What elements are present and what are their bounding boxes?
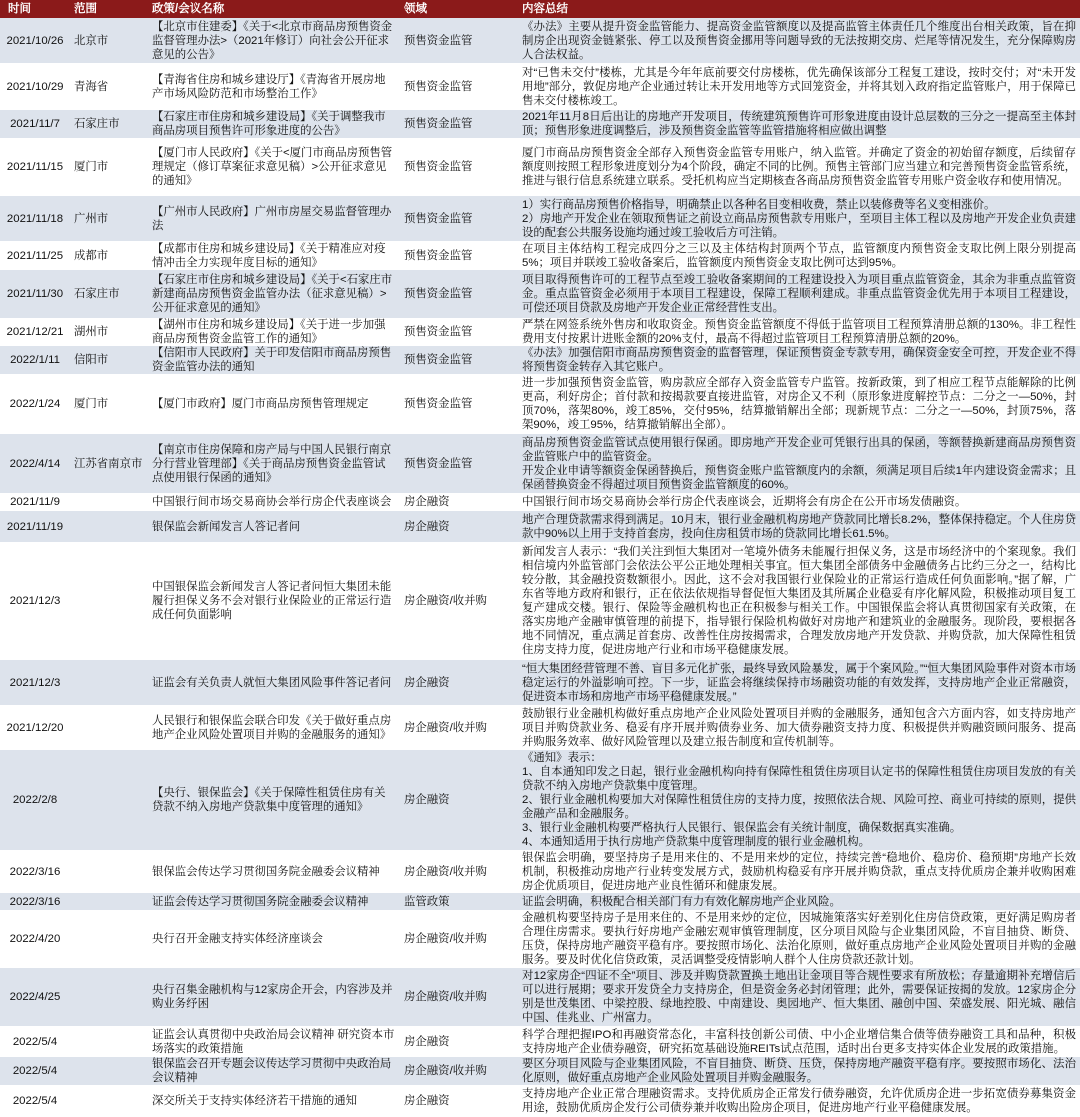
cell-summary xyxy=(518,493,1080,511)
cell-policy-name-text: 银保监会传达学习贯彻国务院金融委会议精神 xyxy=(152,865,380,878)
table-row xyxy=(0,1057,1080,1085)
cell-date xyxy=(0,63,70,110)
cell-summary-text: 项目取得预售许可的工程节点至竣工验收备案期间的工程建设投入为项目重点监管资金，其余为非重点监管资金。重点监管资金必须用于本项目工程建设，保障工程顺利建成。非重点监管资金优先用于本项目工程建设，可偿还项目贷款及房地产开发企业正常经营性支出。 xyxy=(522,274,1076,314)
cell-scope xyxy=(70,110,148,138)
table-row xyxy=(0,705,1080,750)
cell-field xyxy=(400,318,518,346)
cell-field-text: 房企融资/收并购 xyxy=(404,1065,487,1077)
cell-date-text: 2022/3/16 xyxy=(9,895,61,908)
cell-summary-text: 严禁在网签系统外售房和收取资金。预售资金监管额度不得低于监管项目工程预算清册总额的130%。非工程性费用支付按累计进账金额的20%支付，最高不得超过监管项目工程预算清册总额的20%。 xyxy=(522,319,1076,345)
cell-summary-text: 在项目主体结构工程完成四分之三以及主体结构封顶两个节点，监管额度内预售资金支取比例上限分别提高5%；项目并联竣工验收备案后，监管额度内预售资金支取比例可达到95%。 xyxy=(522,242,1076,269)
cell-summary xyxy=(518,196,1080,241)
cell-summary-text: 证监会明确，积极配合相关部门有力有效化解房地产企业风险。 xyxy=(522,895,841,908)
cell-policy-name xyxy=(148,910,400,968)
cell-field-text: 预售资金监管 xyxy=(404,118,473,130)
cell-policy-name-text: 央行召开金融支持实体经济座谈会 xyxy=(152,933,323,945)
header-time: 时间 xyxy=(8,3,31,15)
cell-policy-name-text: 【石家庄市住房和城乡建设局】《关于调整我市商品房项目预售许可形象进度的公告》 xyxy=(152,111,386,137)
cell-policy-name-text: 【厦门市政府】厦门市商品房预售管理规定 xyxy=(152,398,369,410)
cell-date-text: 2021/10/29 xyxy=(6,80,64,93)
cell-summary xyxy=(518,241,1080,270)
cell-policy-name xyxy=(148,1057,400,1085)
cell-date xyxy=(0,968,70,1026)
cell-summary-text: 2021年11月8日后出让的房地产开发项目，传统建筑预售许可形象进度由设计总层数的三分之一提高至主体封顶；预售形象进度调整后，涉及预售资金监管等监管措施将相应做出调整 xyxy=(522,111,1076,137)
cell-date xyxy=(0,374,70,434)
cell-summary xyxy=(518,1026,1080,1057)
table-row xyxy=(0,138,1080,196)
cell-policy-name xyxy=(148,374,400,434)
table-row xyxy=(0,511,1080,542)
cell-policy-name-text: 证监会有关负责人就恒大集团风险事件答记者问 xyxy=(152,676,392,689)
cell-field xyxy=(400,196,518,241)
cell-field-text: 房企融资 xyxy=(404,1095,450,1107)
cell-scope xyxy=(70,270,148,318)
cell-field xyxy=(400,346,518,374)
cell-date xyxy=(0,196,70,241)
cell-policy-name-text: 【成都市住房和城乡建设局】《关于精准应对疫情冲击全力实现年度目标的通知》 xyxy=(152,242,386,269)
table-row xyxy=(0,542,1080,660)
table-row xyxy=(0,910,1080,968)
cell-policy-name-text: 深交所关于支持实体经济若干措施的通知 xyxy=(152,1095,358,1107)
cell-date xyxy=(0,910,70,968)
cell-summary xyxy=(518,1057,1080,1085)
cell-policy-name xyxy=(148,893,400,910)
cell-policy-name-text: 央行召集金融机构与12家房企开会，内容涉及并购业务纾困 xyxy=(152,984,393,1010)
cell-field-text: 房企融资 xyxy=(404,676,450,689)
cell-summary-text: 科学合理把握IPO和再融资常态化，丰富科技创新公司债、中小企业增信集合债等债券融资工具和品种，积极支持房地产企业债券融资，研究拓宽基础设施REITs试点范围，适时出台更多支持实体企业发展的政策措施。 xyxy=(522,1028,1076,1055)
cell-scope xyxy=(70,18,148,63)
table-row xyxy=(0,893,1080,910)
cell-policy-name xyxy=(148,850,400,893)
table-row xyxy=(0,493,1080,511)
table-row xyxy=(0,374,1080,434)
table-row xyxy=(0,1085,1080,1117)
table-body xyxy=(0,18,1080,1117)
cell-policy-name-text: 【信阳市人民政府】关于印发信阳市商品房预售资金监管办法的通知 xyxy=(152,347,392,373)
cell-summary xyxy=(518,705,1080,750)
cell-field-text: 房企融资/收并购 xyxy=(404,865,487,878)
cell-date xyxy=(0,850,70,893)
cell-summary-text: 商品房预售资金监管试点使用银行保函。即房地产开发企业可凭银行出具的保函，等额替换新建商品房预售资金监管账户中的监管资金。 开发企业申请等额资金保函替换后，预售资金账户监管额度内的余额，须满足项目后续1年内建设资金需求；且保函替换资金不得超过项目预售资金监管额度的60%。 xyxy=(522,436,1076,491)
cell-field-text: 预售资金监管 xyxy=(404,288,473,300)
cell-field xyxy=(400,893,518,910)
cell-field-text: 房企融资 xyxy=(404,496,450,508)
cell-date-text: 2021/11/7 xyxy=(10,118,60,130)
cell-date xyxy=(0,270,70,318)
cell-date xyxy=(0,318,70,346)
cell-summary-text: 鼓励银行业金融机构做好重点房地产企业风险处置项目并购的金融服务，通知包含六方面内容，如支持房地产项目并购贷款业务、稳妥有序开展并购债券业务、加大债券融资支持力度、积极提供并购融资顾问服务、提高并购服务效率、做好风险管理以及建立报告制度和宣传机制等。 xyxy=(522,707,1076,748)
cell-scope-text: 成都市 xyxy=(74,249,109,262)
cell-policy-name-text: 人民银行和银保监会联合印发《关于做好重点房地产企业风险处置项目并购的金融服务的通知》 xyxy=(152,714,392,741)
cell-policy-name-text: 【石家庄市住房和城乡建设局】《关于<石家庄市新建商品房预售资金监管办法（征求意见稿）>公开征求意见的通知》 xyxy=(152,274,393,314)
cell-date xyxy=(0,18,70,63)
cell-policy-name xyxy=(148,138,400,196)
cell-policy-name-text: 中国银保监会新闻发言人答记者问恒大集团未能履行担保义务不会对银行业保险业的正常运行造成任何负面影响 xyxy=(152,581,392,621)
cell-field xyxy=(400,110,518,138)
cell-field-text: 预售资金监管 xyxy=(404,326,473,338)
cell-scope xyxy=(70,138,148,196)
cell-field xyxy=(400,910,518,968)
cell-summary xyxy=(518,1085,1080,1117)
cell-date xyxy=(0,493,70,511)
table-header xyxy=(0,0,1080,18)
cell-field xyxy=(400,434,518,493)
cell-date xyxy=(0,241,70,270)
cell-summary xyxy=(518,511,1080,542)
cell-field xyxy=(400,374,518,434)
cell-scope-text: 北京市 xyxy=(74,34,109,47)
cell-summary-text: 支持房地产企业正常合理融资需求。支持优质房企正常发行债券融资，允许优质房企进一步拓宽债券募集资金用途，鼓励优质房企发行公司债券兼并收购出险房企项目，促进房地产行业平稳健康发展。 xyxy=(522,1088,1076,1114)
table-row xyxy=(0,270,1080,318)
cell-summary xyxy=(518,374,1080,434)
cell-field-text: 预售资金监管 xyxy=(404,457,473,470)
cell-date-text: 2022/2/8 xyxy=(12,794,58,806)
cell-scope xyxy=(70,910,148,968)
cell-policy-name xyxy=(148,1026,400,1057)
cell-scope xyxy=(70,493,148,511)
cell-field xyxy=(400,1026,518,1057)
cell-policy-name xyxy=(148,434,400,493)
cell-policy-name xyxy=(148,63,400,110)
cell-summary xyxy=(518,346,1080,374)
cell-date xyxy=(0,542,70,660)
cell-scope-text: 石家庄市 xyxy=(74,118,120,130)
cell-policy-name xyxy=(148,110,400,138)
cell-summary xyxy=(518,542,1080,660)
cell-date xyxy=(0,660,70,705)
table-row xyxy=(0,850,1080,893)
cell-policy-name-text: 【南京市住房保障和房产局与中国人民银行南京分行营业管理部】《关于商品房预售资金监管试点使用银行保函的通知》 xyxy=(152,443,392,484)
cell-date xyxy=(0,434,70,493)
cell-date-text: 2021/11/19 xyxy=(6,520,64,533)
cell-policy-name-text: 【青海省住房和城乡建设厅】《青海省开展房地产市场风险防范和市场整治工作》 xyxy=(152,73,386,100)
cell-policy-name-text: 【广州市人民政府】广州市房屋交易监督管理办法 xyxy=(152,205,392,232)
cell-summary-text: 银保监会明确，要坚持房子是用来住的、不是用来炒的定位，持续完善“稳地价、稳房价、稳预期”房地产长效机制，积极推动房地产行业转变发展方式，鼓励机构稳妥有序开展并购贷款，重点支持优质房企兼并收购困难房企优质项目，促进房地产业良性循环和健康发展。 xyxy=(522,851,1076,892)
cell-field xyxy=(400,1057,518,1085)
cell-field-text: 预售资金监管 xyxy=(404,161,473,173)
cell-field-text: 预售资金监管 xyxy=(404,34,473,47)
cell-date-text: 2022/1/11 xyxy=(10,354,60,366)
cell-date-text: 2022/4/14 xyxy=(9,457,61,470)
cell-field xyxy=(400,241,518,270)
cell-scope xyxy=(70,1085,148,1117)
cell-scope xyxy=(70,63,148,110)
cell-summary xyxy=(518,18,1080,63)
cell-field-text: 房企融资/收并购 xyxy=(404,721,487,734)
cell-field-text: 房企融资 xyxy=(404,1035,450,1048)
cell-field xyxy=(400,63,518,110)
cell-field-text: 监管政策 xyxy=(404,895,450,908)
cell-field xyxy=(400,850,518,893)
cell-policy-name xyxy=(148,1085,400,1117)
cell-summary-text: 1）实行商品房预售价格指导，明确禁止以各种名目变相收费，禁止以装修费等名义变相涨价。 2）房地产开发企业在领取预售证之前设立商品房预售款专用账户，至项目主体工程以及房地产开发企业负责建设的配套公共服务设施均通过竣工验收后方可注销。 xyxy=(522,198,1076,239)
cell-summary-text: 地产合理贷款需求得到满足。10月末，银行业金融机构房地产贷款同比增长8.2%，整体保持稳定。个人住房贷款中90%以上用于支持首套房，投向住房租赁市场的贷款同比增长61.5%。 xyxy=(522,513,1076,540)
cell-scope xyxy=(70,850,148,893)
cell-scope-text: 厦门市 xyxy=(74,398,109,410)
cell-policy-name xyxy=(148,241,400,270)
cell-scope-text: 石家庄市 xyxy=(74,288,120,300)
cell-policy-name-text: 证监会认真贯彻中央政治局会议精神 研究资本市场落实的政策措施 xyxy=(152,1028,395,1055)
cell-date-text: 2021/12/3 xyxy=(9,676,61,689)
cell-summary xyxy=(518,63,1080,110)
cell-summary-text: 《办法》主要从提升资金监管能力、提高资金监管额度以及提高监管主体责任几个维度出台相关政策，旨在抑制房企出现资金链紧张、停工以及预售资金挪用等问题导致的无法按期交房、烂尾等情况发生，充分保障购房人合法权益。 xyxy=(522,20,1076,61)
table-row xyxy=(0,434,1080,493)
header-policy-name: 政策/会议名称 xyxy=(152,3,225,15)
cell-policy-name xyxy=(148,968,400,1026)
cell-summary-text: 进一步加强预售资金监管，购房款应全部存入资金监管专户监管。按新政策，到了相应工程节点能解除的比例更高，利好房企；首付款和按揭款要直接进监管，对房企又不利（原形象进度解控节点：二分之一—50%，封顶70%，落架80%，竣工85%，交付95%，结算撤销解出全部；现新规节点：二分之一—50%，封顶75%，落架90%，竣工95%，结算撤销解出全部）。 xyxy=(522,377,1076,431)
cell-scope xyxy=(70,1026,148,1057)
cell-date xyxy=(0,750,70,850)
cell-date-text: 2021/11/30 xyxy=(6,288,64,300)
cell-policy-name-text: 银保监会召开专题会议传达学习贯彻中央政治局会议精神 xyxy=(152,1058,392,1084)
cell-scope xyxy=(70,1057,148,1085)
cell-scope xyxy=(70,542,148,660)
cell-policy-name-text: 证监会传达学习贯彻国务院金融委会议精神 xyxy=(152,895,369,908)
cell-summary xyxy=(518,968,1080,1026)
cell-policy-name-text: 【央行、银保监会】《关于保障性租赁住房有关贷款不纳入房地产贷款集中度管理的通知》 xyxy=(152,787,386,813)
cell-date-text: 2021/12/20 xyxy=(6,721,64,734)
cell-date xyxy=(0,893,70,910)
cell-scope xyxy=(70,705,148,750)
cell-scope-text: 湖州市 xyxy=(74,326,109,338)
table-row xyxy=(0,750,1080,850)
cell-field-text: 房企融资 xyxy=(404,520,450,533)
cell-field-text: 房企融资/收并购 xyxy=(404,595,487,607)
cell-field xyxy=(400,750,518,850)
table-row xyxy=(0,660,1080,705)
cell-field-text: 预售资金监管 xyxy=(404,80,473,93)
cell-field xyxy=(400,138,518,196)
cell-scope xyxy=(70,893,148,910)
cell-field xyxy=(400,270,518,318)
cell-summary xyxy=(518,318,1080,346)
cell-policy-name xyxy=(148,542,400,660)
cell-date-text: 2022/4/25 xyxy=(9,991,61,1003)
cell-date-text: 2022/5/4 xyxy=(12,1035,58,1048)
cell-policy-name-text: 中国银行间市场交易商协会举行房企代表座谈会 xyxy=(152,496,392,508)
cell-field-text: 预售资金监管 xyxy=(404,398,473,410)
header-summary: 内容总结 xyxy=(522,3,568,15)
cell-date-text: 2022/4/20 xyxy=(9,933,61,945)
cell-policy-name xyxy=(148,511,400,542)
cell-scope xyxy=(70,241,148,270)
cell-summary-text: 《通知》表示： 1、自本通知印发之日起，银行业金融机构向持有保障性租赁住房项目认定书的保障性租赁住房项目发放的有关贷款不纳入房地产贷款集中度管理。 2、银行业金融机构要加大对保障性租赁住房的支持力度，按照依法合规、风险可控、商业可持续的原则，提供金融产品和金融服务。 3、银行业金融机构要严格执行人民银行、银保监会有关统计制度，确保数据真实准确。 4、本通知适用于执行房地产贷款集中度管理制度的银行业金融机构。 xyxy=(522,752,1076,848)
cell-summary-text: 对12家房企“四证不全”项目、涉及并购贷款置换土地出让金项目等合规性要求有所放松；存量逾期补充增信后可以进行展期；要求开发贷全力支持房企，但是资金务必封闭管理；此外，需要保证按揭的发放。12家房企分别是世茂集团、中梁控股、绿地控股、中南建设、奥园地产、恒大集团、融创中国、荣盛发展、阳光城、融信中国、佳兆业、广州富力。 xyxy=(522,970,1076,1024)
cell-field xyxy=(400,493,518,511)
cell-field xyxy=(400,968,518,1026)
cell-date xyxy=(0,138,70,196)
table-row xyxy=(0,63,1080,110)
cell-scope xyxy=(70,196,148,241)
cell-field xyxy=(400,660,518,705)
cell-summary xyxy=(518,850,1080,893)
cell-policy-name xyxy=(148,270,400,318)
table-row xyxy=(0,318,1080,346)
cell-scope xyxy=(70,346,148,374)
table-row xyxy=(0,1026,1080,1057)
cell-scope-text: 厦门市 xyxy=(74,161,109,173)
cell-date xyxy=(0,1057,70,1085)
cell-summary xyxy=(518,138,1080,196)
cell-summary xyxy=(518,110,1080,138)
cell-field-text: 预售资金监管 xyxy=(404,249,473,262)
cell-scope xyxy=(70,434,148,493)
cell-scope-text: 信阳市 xyxy=(74,354,109,366)
cell-date-text: 2021/12/21 xyxy=(6,326,64,338)
cell-summary-text: 对“已售未交付”楼栋，尤其是今年年底前要交付房楼栋，优先确保该部分工程复工建设，按时交付；对“未开发用地”部分，敦促房地产企业通过转让未开发用地等方式回笼资金，并将其划入政府指定监管账户，用于保障已售未交付楼栋竣工。 xyxy=(522,66,1076,107)
cell-summary-text: 中国银行间市场交易商协会举行房企代表座谈会，近期将会有房企在公开市场发债融资。 xyxy=(522,496,967,508)
cell-policy-name xyxy=(148,750,400,850)
cell-date xyxy=(0,110,70,138)
cell-date-text: 2021/11/15 xyxy=(6,161,64,173)
cell-summary-text: 新闻发言人表示：“我们关注到恒大集团对一笔境外债务未能履行担保义务，这是市场经济中的个案现象。我们相信境内外监管部门会依法公平公正地处理相关事宜。恒大集团全部债务中金融债务占比约三分之一，结构比较分散，其金融投资数额很小。因此，这不会对我国银行业保险业的正常运行造成任何负面影响。”据了解，广东省等地方政府和银行，正在依法依规指导督促恒大集团及其所属企业稳妥有序化解风险，积极推动项目复工复产建成交楼。银行、保险等金融机构也正在积极参与相关工作。中国银保监会将认真贯彻国家有关政策，在落实房地产金融审慎管理的前提下，指导银行保险机构做好对房地产和建筑业的金融服务。现阶段，要根据各地不同情况，重点满足首套房、改善性住房按揭需求，合理发放房地产开发贷款、并购贷款，加大保障性租赁住房支持力度，促进房地产行业和市场平稳健康发展。 xyxy=(522,546,1076,656)
cell-field-text: 房企融资/收并购 xyxy=(404,933,487,945)
cell-date-text: 2021/11/18 xyxy=(6,212,64,225)
cell-field xyxy=(400,18,518,63)
table-row xyxy=(0,968,1080,1026)
cell-scope xyxy=(70,660,148,705)
cell-summary xyxy=(518,434,1080,493)
cell-scope-text: 青海省 xyxy=(74,80,109,93)
cell-field-text: 房企融资/收并购 xyxy=(404,991,487,1003)
cell-summary xyxy=(518,750,1080,850)
cell-summary xyxy=(518,910,1080,968)
table-row xyxy=(0,196,1080,241)
cell-date xyxy=(0,1085,70,1117)
cell-summary xyxy=(518,270,1080,318)
cell-date-text: 2021/11/25 xyxy=(6,249,64,262)
cell-field-text: 预售资金监管 xyxy=(404,212,473,225)
cell-summary-text: 《办法》加强信阳市商品房预售资金的监督管理，保证预售资金专款专用，确保资金安全可控，开发企业不得将预售资金转存入其它账户。 xyxy=(522,347,1076,373)
cell-summary-text: 厦门市商品房预售资金全部存入预售资金监管专用账户，纳入监管。并确定了资金的初始留存额度，后续留存额度则按照工程形象进度划分为4个阶段，确定不同的比例。预售主管部门应当建立和完善预售资金监管系统，推进与银行信息系统建立联系。受托机构应当定期核查各商品房预售资金监管专用账户资金收存和使用情况。 xyxy=(522,147,1076,187)
cell-date-text: 2022/3/16 xyxy=(9,865,61,878)
cell-date xyxy=(0,705,70,750)
cell-date xyxy=(0,346,70,374)
cell-summary-text: 金融机构要坚持房子是用来住的、不是用来炒的定位，因城施策落实好差别化住房信贷政策，更好满足购房者合理住房需求。要执行好房地产金融宏观审慎管理制度，区分项目风险与企业集团风险，不盲目抽贷、断贷、压贷，保持房地产融资平稳有序。要按照市场化、法治化原则，做好重点房地产企业风险处置项目并购的金融服务。要及时优化信贷政策，灵活调整受疫情影响人群个人住房贷款还款计划。 xyxy=(522,912,1076,966)
cell-summary xyxy=(518,893,1080,910)
table-row xyxy=(0,18,1080,63)
cell-field xyxy=(400,1085,518,1117)
cell-policy-name xyxy=(148,196,400,241)
cell-policy-name-text: 【湖州市住房和城乡建设局】《关于进一步加强商品房预售资金监管工作的通知》 xyxy=(152,319,386,345)
cell-scope xyxy=(70,750,148,850)
cell-scope xyxy=(70,318,148,346)
cell-policy-name xyxy=(148,493,400,511)
cell-policy-name xyxy=(148,660,400,705)
cell-policy-name-text: 银保监会新闻发言人答记者问 xyxy=(152,520,301,533)
table-row xyxy=(0,241,1080,270)
cell-scope-text: 广州市 xyxy=(74,212,109,225)
cell-date-text: 2022/5/4 xyxy=(12,1095,58,1107)
cell-field-text: 房企融资 xyxy=(404,794,450,806)
cell-date-text: 2022/5/4 xyxy=(12,1065,58,1077)
cell-date xyxy=(0,1026,70,1057)
cell-policy-name-text: 【北京市住建委】《关于<北京市商品房预售资金监督管理办法>（2021年修订）向社会公开征求意见的公告》 xyxy=(152,20,393,61)
table-row xyxy=(0,110,1080,138)
cell-policy-name xyxy=(148,18,400,63)
cell-date xyxy=(0,511,70,542)
cell-scope-text: 江苏省南京市 xyxy=(74,457,143,470)
cell-scope xyxy=(70,374,148,434)
cell-field xyxy=(400,542,518,660)
cell-date-text: 2022/1/24 xyxy=(9,398,61,410)
table-row xyxy=(0,346,1080,374)
cell-policy-name xyxy=(148,705,400,750)
cell-scope xyxy=(70,511,148,542)
cell-scope xyxy=(70,968,148,1026)
cell-field-text: 预售资金监管 xyxy=(404,354,473,366)
header-field: 领域 xyxy=(404,3,427,15)
cell-policy-name xyxy=(148,318,400,346)
cell-field xyxy=(400,705,518,750)
cell-policy-name xyxy=(148,346,400,374)
header-scope: 范围 xyxy=(74,3,97,15)
cell-date-text: 2021/10/26 xyxy=(6,34,64,47)
cell-summary xyxy=(518,660,1080,705)
cell-policy-name-text: 【厦门市人民政府】《关于<厦门市商品房预售管理规定（修订草案征求意见稿）>公开征求意见的通知》 xyxy=(152,147,393,187)
cell-field xyxy=(400,511,518,542)
cell-date-text: 2021/11/9 xyxy=(10,496,60,508)
cell-date-text: 2021/12/3 xyxy=(9,595,61,607)
cell-summary-text: “恒大集团经营管理不善、盲目多元化扩张，最终导致风险暴发，属于个案风险。”“恒大集团风险事件对资本市场稳定运行的外溢影响可控。下一步，证监会将继续保持市场融资功能的有效发挥，支持房地产企业正常融资，促进资本市场和房地产市场平稳健康发展。” xyxy=(522,662,1076,703)
cell-summary-text: 要区分项目风险与企业集团风险，不盲目抽贷、断贷、压贷，保持房地产融资平稳有序。要按照市场化、法治化原则，做好重点房地产企业风险处置项目并购金融服务。 xyxy=(522,1058,1076,1084)
